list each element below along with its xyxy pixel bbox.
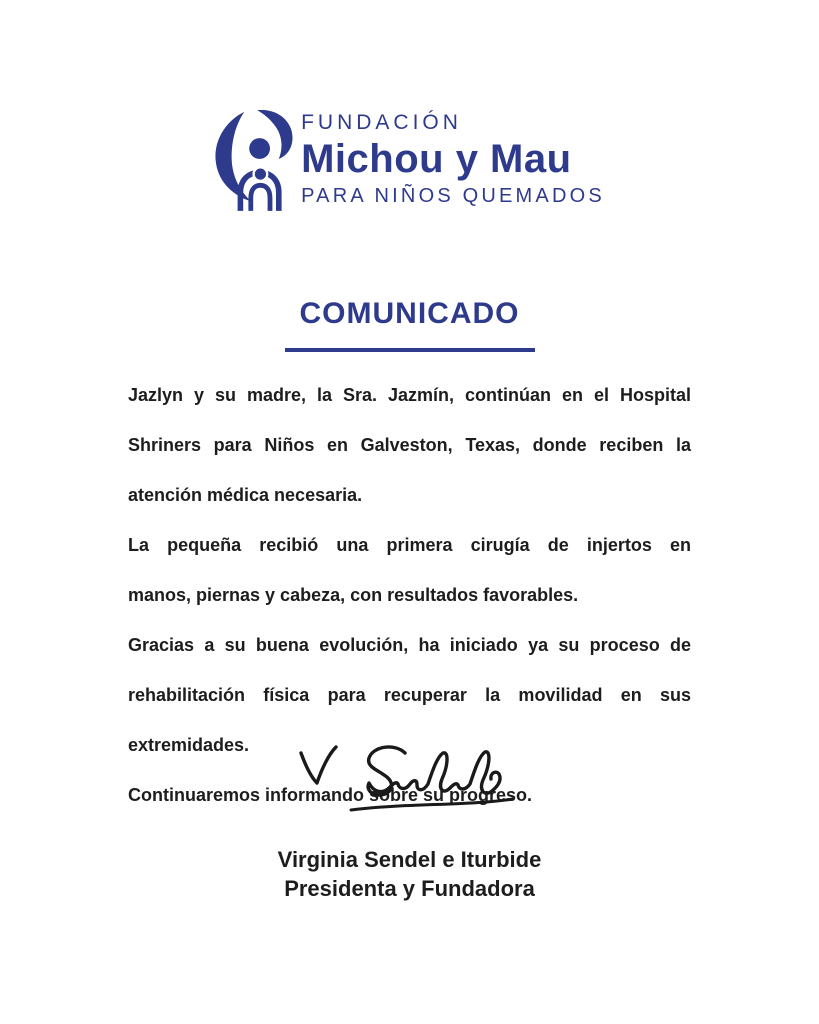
signature-block — [0, 740, 819, 825]
parent-and-child-crescent-icon — [214, 110, 294, 211]
title-block — [0, 297, 819, 352]
paragraph-line: Shriners para Niños en Galveston, Texas, donde reciben la — [128, 435, 691, 455]
logo-org-tagline: PARA NIÑOS QUEMADOS — [301, 185, 605, 207]
logo-org-small: FUNDACIÓN — [301, 111, 462, 134]
paragraph — [128, 383, 691, 508]
paragraph-line: rehabilitación física para recuperar la movilidad en sus — [128, 685, 691, 705]
paragraph-line: extremidades. — [128, 735, 250, 755]
paragraph-line: Jazlyn y su madre, la Sra. Jazmín, continúan en el Hospital — [128, 385, 691, 405]
paragraph — [128, 533, 691, 608]
foundation-logo — [0, 110, 819, 211]
handwritten-signature — [287, 740, 532, 825]
signatory-name: Virginia Sendel e Iturbide — [277, 847, 542, 872]
logo-org-name: Michou y Mau — [301, 137, 572, 181]
signatory-block — [0, 845, 819, 903]
paragraph-line: Gracias a su buena evolución, ha iniciado ya su proceso de — [128, 635, 691, 655]
paragraph-line: La pequeña recibió una primera cirugía de injertos en — [128, 535, 691, 555]
paragraph-line: manos, piernas y cabeza, con resultados favorables. — [128, 585, 579, 605]
page-title: COMUNICADO — [299, 297, 520, 330]
paragraph-line: Continuaremos informando sobre su progreso. — [128, 785, 533, 805]
paragraph-line: atención médica necesaria. — [128, 485, 363, 505]
signatory-role: Presidenta y Fundadora — [284, 876, 535, 901]
logo-wordmark — [301, 110, 605, 209]
title-underline — [285, 348, 535, 352]
